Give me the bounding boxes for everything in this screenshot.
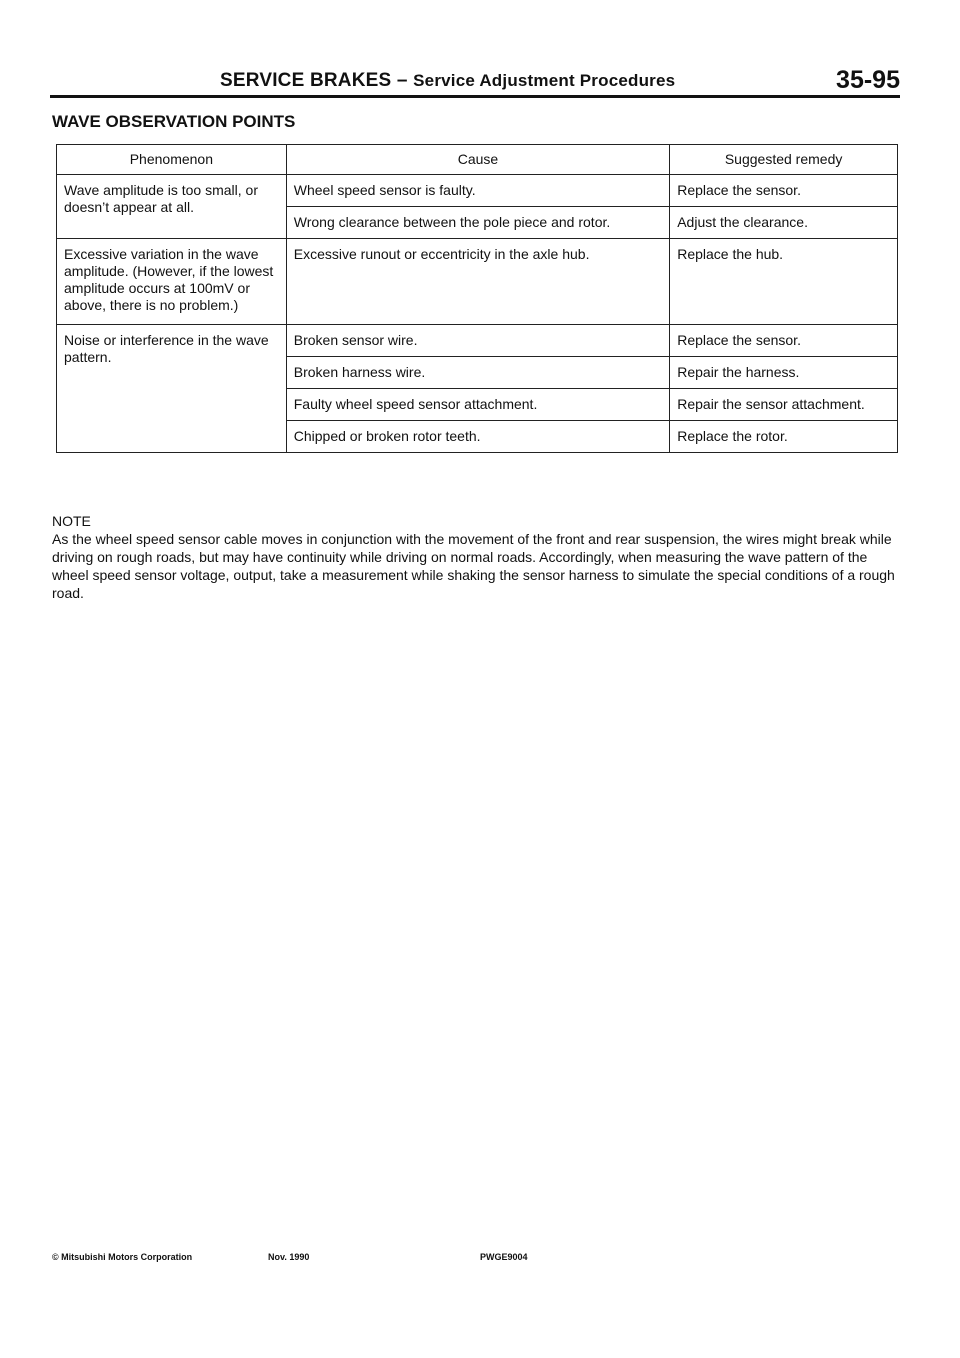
remedy-cell: Replace the sensor. [670,325,898,357]
cause-cell: Chipped or broken rotor teeth. [286,421,669,453]
note-label: NOTE [52,513,91,529]
note-block [52,512,902,602]
table-row [57,239,898,325]
table-header-row [57,145,898,175]
remedy-cell: Repair the sensor attachment. [670,389,898,421]
phenomenon-cell: Wave amplitude is too small, or doesn’t appear at all. [57,175,287,239]
title-separator: – [396,70,408,91]
note-text: As the wheel speed sensor cable moves in conjunction with the movement of the front and rear suspension, the wires might break while driving on rough roads, but may have continuity while driving on normal roads. Accordingly, when measuring the wave pattern of the wheel speed sensor voltage, output, take a measurement while shaking the sensor harness to simulate the special conditions of a rough road. [52,531,895,601]
remedy-cell: Replace the hub. [670,239,898,325]
cause-cell: Faulty wheel speed sensor attachment. [286,389,669,421]
remedy-cell: Replace the rotor. [670,421,898,453]
cause-cell: Excessive runout or eccentricity in the axle hub. [286,239,669,325]
phenomenon-cell: Noise or interference in the wave pattern. [57,325,287,453]
title-subtitle: Service Adjustment Procedures [413,71,676,90]
column-header-remedy: Suggested remedy [670,145,898,175]
remedy-cell: Repair the harness. [670,357,898,389]
cause-cell: Broken harness wire. [286,357,669,389]
section-title: WAVE OBSERVATION POINTS [52,112,296,131]
cause-cell: Wrong clearance between the pole piece and rotor. [286,207,669,239]
table-row [57,325,898,357]
remedy-cell: Replace the sensor. [670,175,898,207]
page-number: 35-95 [836,66,900,94]
cause-cell: Broken sensor wire. [286,325,669,357]
header-divider [50,95,900,98]
table-row [57,175,898,207]
wave-observation-table [56,144,898,453]
column-header-cause: Cause [286,145,669,175]
footer-code: PWGE9004 [480,1252,528,1262]
remedy-cell: Adjust the clearance. [670,207,898,239]
page-title [220,70,675,92]
footer-copyright: © Mitsubishi Motors Corporation [52,1252,193,1262]
phenomenon-cell: Excessive variation in the wave amplitude. (However, if the lowest amplitude occurs at 100mV or above, there is no problem.) [57,239,287,325]
footer-date: Nov. 1990 [268,1252,310,1262]
title-main: SERVICE BRAKES [220,70,392,91]
column-header-phenomenon: Phenomenon [57,145,287,175]
cause-cell: Wheel speed sensor is faulty. [286,175,669,207]
page-header [50,64,900,94]
